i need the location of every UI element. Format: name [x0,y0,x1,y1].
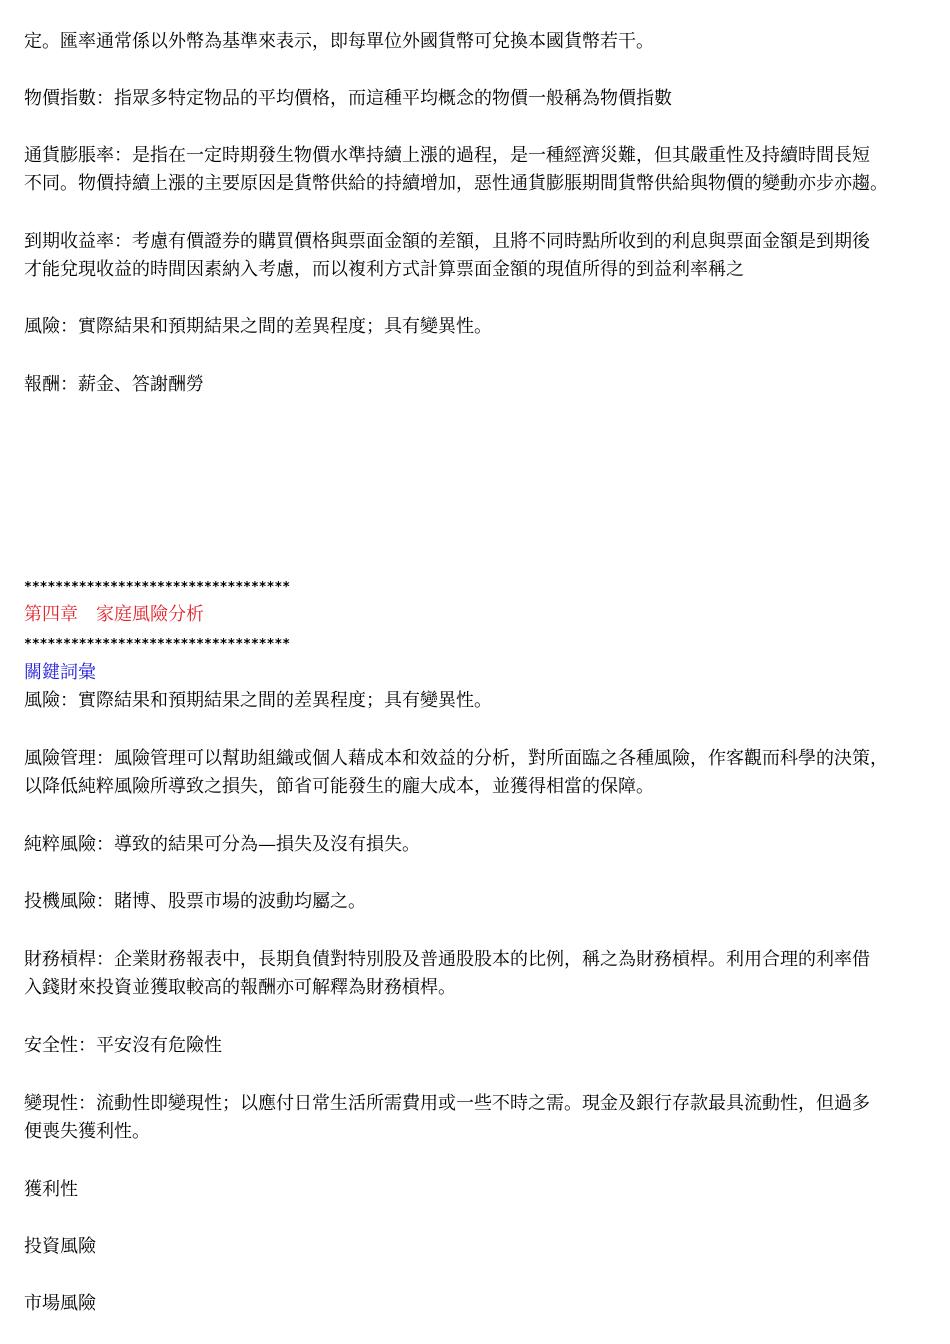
text-line: 通貨膨脹率：是指在一定時期發生物價水準持續上漲的過程，是一種經濟災難，但其嚴重性及持續時間長短 [24,145,870,166]
text-line: 以降低純粹風險所導致之損失，節省可能發生的龐大成本，並獲得相當的保障。 [24,776,654,797]
definition-liquidity [24,1090,936,1146]
term-profitability [24,1176,936,1204]
text-line: 報酬：薪金、答謝酬勞 [24,374,204,395]
definition-financial-leverage [24,946,936,1002]
text-line: 定。匯率通常係以外幣為基準來表示，即每單位外國貨幣可兌換本國貨幣若干。 [24,31,654,52]
definition-price-index [24,85,936,113]
term-market-risk [24,1290,936,1318]
definition-pure-risk [24,831,936,859]
definition-yield-to-maturity [24,228,936,284]
text-line: 投機風險：賭博、股票市場的波動均屬之。 [24,891,366,912]
definition-inflation-rate [24,142,936,198]
text-line: 純粹風險：導致的結果可分為—損失及沒有損失。 [24,834,420,855]
section-title: 關鍵詞彙 [24,662,96,683]
definition-risk-management [24,745,936,801]
term-investment-risk [24,1233,936,1261]
definition-exchange-rate-tail [24,28,936,56]
definition-speculative-risk [24,888,936,916]
definition-risk-chapter [24,687,936,715]
text-line: 物價指數：指眾多特定物品的平均價格，而這種平均概念的物價一般稱為物價指數 [24,88,672,109]
divider-stars-bottom: ********************************** [24,637,291,652]
text-line: 才能兌現收益的時間因素納入考慮，而以複利方式計算票面金額的現值所得的到益利率稱之 [24,259,744,280]
text-line: 不同。物價持續上漲的主要原因是貨幣供給的持續增加，惡性通貨膨脹期間貨幣供給與物價的變動亦步亦趨。 [24,173,888,194]
definition-risk [24,313,936,341]
text-line: 變現性：流動性即變現性；以應付日常生活所需費用或一些不時之需。現金及銀行存款最具流動性，但過多 [24,1093,870,1114]
definition-reward [24,371,936,399]
text-line: 風險：實際結果和預期結果之間的差異程度；具有變異性。 [24,316,492,337]
chapter-title: 第四章 家庭風險分析 [24,604,204,625]
text-line: 到期收益率：考慮有價證券的購買價格與票面金額的差額，且將不同時點所收到的利息與票面金額是到期後 [24,231,870,252]
text-line: 便喪失獲利性。 [24,1121,150,1142]
text-line: 財務槓桿：企業財務報表中，長期負債對特別股及普通股股本的比例，稱之為財務槓桿。利用合理的利率借 [24,949,870,970]
divider-stars-top: ********************************** [24,580,291,595]
text-line: 風險：實際結果和預期結果之間的差異程度；具有變異性。 [24,690,492,711]
text-line: 風險管理：風險管理可以幫助組織或個人藉成本和效益的分析，對所面臨之各種風險，作客觀而科學的決策， [24,748,888,769]
text-line: 投資風險 [24,1236,96,1257]
text-line: 入錢財來投資並獲取較高的報酬亦可解釋為財務槓桿。 [24,977,456,998]
definition-safety [24,1032,936,1060]
text-line: 獲利性 [24,1179,78,1200]
text-line: 安全性：平安沒有危險性 [24,1035,222,1056]
text-line: 市場風險 [24,1293,96,1314]
